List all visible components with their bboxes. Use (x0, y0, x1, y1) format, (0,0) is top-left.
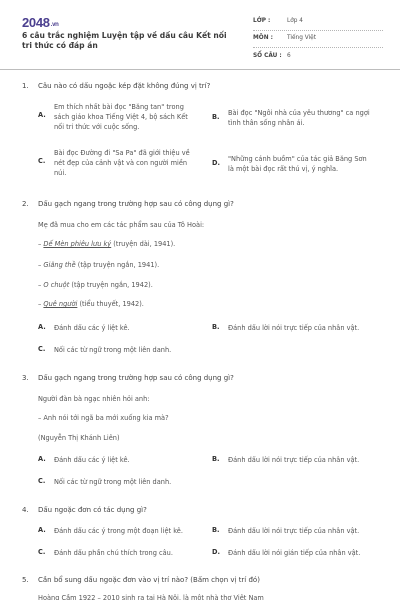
option-letter: B. (212, 526, 220, 534)
question-text: Câu nào có dấu ngoặc kép đặt không đúng vị trí? (38, 82, 211, 90)
option-text: Nối các từ ngữ trong một liên danh. (54, 346, 172, 354)
meta-key: MÔN : (253, 35, 273, 42)
header (0, 0, 400, 74)
option-letter: A. (38, 323, 46, 331)
question-4-option-c[interactable] (38, 548, 173, 558)
question-3-source: (Nguyễn Thị Khánh Liên) (38, 434, 120, 442)
meta-row-grade (253, 14, 383, 31)
document-title: 6 câu trắc nghiệm Luyện tập về dấu câu Kết nối tri thức có đáp án (22, 31, 227, 51)
option-line: "Những cánh buồm" của tác giả Băng Sơn (228, 155, 367, 163)
question-2-header (22, 200, 234, 209)
option-line: Em thích nhất bài đọc "Băng tan" trong (54, 103, 184, 111)
option-text (50, 148, 190, 179)
option-letter: A. (38, 455, 46, 463)
option-text: Đánh dấu lời nói trực tiếp của nhân vật. (228, 527, 360, 535)
option-text (224, 108, 370, 128)
header-divider (0, 69, 400, 70)
question-3-line: – Anh nói tới ngã ba mới xuống kia mà? (38, 414, 169, 422)
question-4-option-a[interactable] (38, 526, 183, 536)
question-2-item: – Giăng thề (tập truyện ngắn, 1941). (38, 261, 160, 269)
option-text: Đánh dấu phần chú thích trong câu. (54, 549, 173, 557)
question-4-header (22, 506, 147, 515)
site-logo[interactable] (22, 14, 59, 32)
question-number: 1. (22, 82, 29, 90)
question-3-option-c[interactable] (38, 477, 171, 487)
question-3-line: Người đàn bà ngạc nhiên hỏi anh: (38, 395, 150, 403)
option-line: Bài đọc "Ngôi nhà của yêu thương" ca ngợi (228, 109, 370, 117)
question-3-option-a[interactable] (38, 455, 130, 465)
option-letter: C. (38, 477, 46, 485)
option-text: Đánh dấu các ý liệt kê. (54, 324, 130, 332)
question-4-option-d[interactable] (212, 548, 360, 558)
question-1-option-b[interactable] (212, 108, 387, 128)
question-number: 3. (22, 374, 29, 382)
work-title: Quê người (43, 300, 78, 308)
question-number: 4. (22, 506, 29, 514)
question-2-intro: Mẹ đã mua cho em các tác phẩm sau của Tô Hoài: (38, 221, 205, 229)
meta-value: Tiếng Việt (287, 35, 317, 42)
meta-key: LỚP : (253, 18, 271, 25)
work-title: O chuột (43, 281, 70, 289)
question-4-option-b[interactable] (212, 526, 359, 536)
question-2-option-c[interactable] (38, 345, 171, 355)
meta-value: 6 (287, 52, 291, 59)
option-text: Đánh dấu lời nói gián tiếp của nhân vật. (228, 549, 361, 557)
question-text: Dấu ngoặc đơn có tác dụng gì? (38, 506, 147, 514)
meta-table (253, 14, 383, 65)
option-letter: C. (38, 548, 46, 556)
meta-row-subject (253, 31, 383, 48)
option-letter: B. (212, 113, 220, 121)
question-5-sentence[interactable]: Hoàng Cầm 1922 – 2010 sinh ra tại Hà Nội, là một nhà thơ Việt Nam (38, 594, 264, 600)
option-letter: C. (38, 157, 46, 165)
meta-key: SỐ CÂU : (253, 52, 282, 59)
option-line: nét đẹp của cảnh vật và con người miền (54, 159, 188, 168)
question-1-header (22, 82, 210, 91)
meta-row-count (253, 48, 383, 65)
option-letter: C. (38, 345, 46, 353)
option-text: Đánh dấu lời nói trực tiếp của nhân vật. (228, 324, 360, 332)
question-2-item: – Quê người (tiểu thuyết, 1942). (38, 300, 144, 308)
option-text: Đánh dấu các ý liệt kê. (54, 456, 130, 464)
option-line: tình thân sống nhân ái. (228, 119, 305, 128)
option-line: sách giáo khoa Tiếng Việt 4, bộ sách Kết (54, 113, 188, 122)
question-1-option-d[interactable] (212, 154, 387, 174)
question-text: Dấu gạch ngang trong trường hợp sau có công dụng gì? (38, 200, 234, 208)
question-2-option-b[interactable] (212, 323, 359, 333)
option-letter: D. (212, 159, 220, 167)
option-letter: D. (212, 548, 220, 556)
question-1-option-a[interactable] (38, 102, 210, 133)
logo-suffix: .vn (50, 22, 59, 28)
question-2-option-a[interactable] (38, 323, 130, 333)
question-number: 2. (22, 200, 29, 208)
option-letter: B. (212, 455, 220, 463)
question-text: Cần bổ sung dấu ngoặc đơn vào vị trí nào? (Bấm chọn vị trí đó) (38, 576, 260, 584)
question-1-option-c[interactable] (38, 148, 210, 179)
option-line: Bài đọc Đường đi "Sa Pa" đã giới thiệu về (54, 149, 190, 157)
option-text (50, 102, 188, 133)
option-line: là một bài đọc rất thú vị, ý nghĩa. (228, 165, 339, 174)
option-line: núi. (54, 169, 67, 178)
work-title: Giăng thề (43, 261, 76, 269)
question-text: Dấu gạch ngang trong trường hợp sau có công dụng gì? (38, 374, 234, 382)
question-3-option-b[interactable] (212, 455, 359, 465)
option-text: Nối các từ ngữ trong một liên danh. (54, 478, 172, 486)
option-text: Đánh dấu lời nói trực tiếp của nhân vật. (228, 456, 360, 464)
option-letter: A. (38, 526, 46, 534)
question-5-header (22, 576, 260, 585)
option-text (224, 154, 367, 174)
option-line: nối tri thức với cuộc sống. (54, 123, 140, 132)
option-text: Đánh dấu các ý trong một đoạn liệt kê. (54, 527, 183, 535)
work-title: Dế Mèn phiêu lưu ký (43, 240, 112, 248)
logo-text: 2048 (22, 15, 50, 30)
option-letter: A. (38, 111, 46, 119)
meta-value: Lớp 4 (287, 18, 303, 25)
question-number: 5. (22, 576, 29, 584)
question-3-header (22, 374, 234, 383)
question-2-item: – O chuột (tập truyện ngắn, 1942). (38, 281, 153, 289)
option-letter: B. (212, 323, 220, 331)
question-2-item: – Dế Mèn phiêu lưu ký (truyện dài, 1941). (38, 240, 176, 248)
